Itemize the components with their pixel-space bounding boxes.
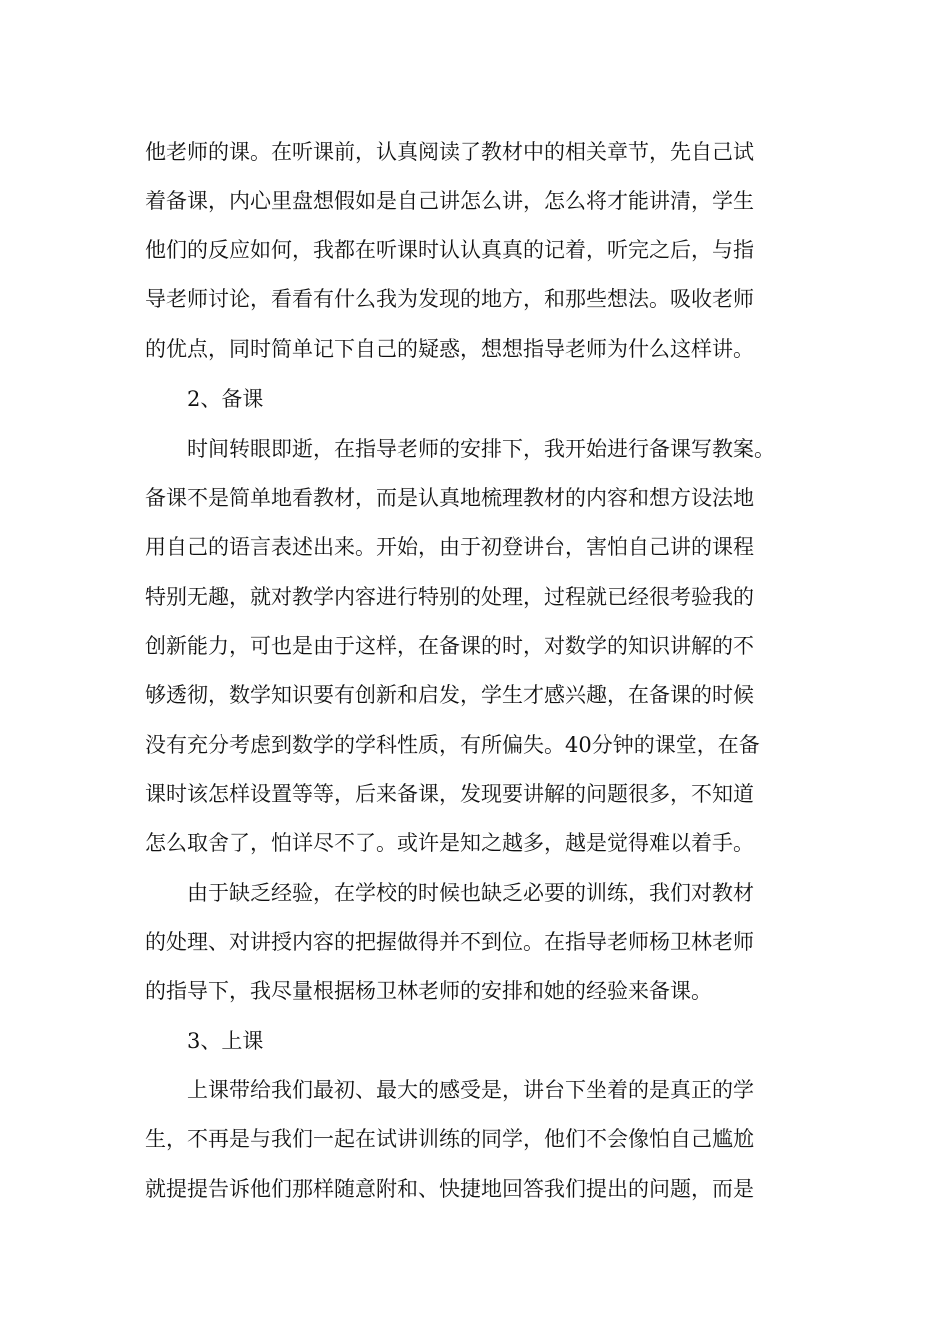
text-line: 生，不再是与我们一起在试讲训练的同学，他们不会像怕自己尴尬	[145, 1127, 754, 1151]
text-line: 他老师的课。在听课前，认真阅读了教材中的相关章节，先自己试	[145, 140, 754, 164]
text-line: 课时该怎样设置等等，后来备课，发现要讲解的问题很多，不知道	[145, 782, 754, 806]
text-line: 时间转眼即逝，在指导老师的安排下，我开始进行备课写教案。	[187, 437, 775, 461]
text-line: 的指导下，我尽量根据杨卫林老师的安排和她的经验来备课。	[145, 979, 712, 1003]
text-line: 的处理、对讲授内容的把握做得并不到位。在指导老师杨卫林老师	[145, 930, 754, 954]
text-line: 就提提告诉他们那样随意附和、快捷地回答我们提出的问题，而是	[145, 1177, 754, 1201]
text-line: 没有充分考虑到数学的学科性质，有所偏失。40分钟的课堂，在备	[145, 733, 760, 757]
section-heading: 3、上课	[187, 1029, 264, 1053]
text-line: 上课带给我们最初、最大的感受是，讲台下坐着的是真正的学	[187, 1078, 754, 1102]
text-line: 他们的反应如何，我都在听课时认认真真的记着，听完之后，与指	[145, 238, 754, 262]
text-line: 备课不是简单地看教材，而是认真地梳理教材的内容和想方设法地	[145, 486, 754, 510]
text-line: 导老师讨论，看看有什么我为发现的地方，和那些想法。吸收老师	[145, 287, 754, 311]
text-line: 特别无趣，就对教学内容进行特别的处理，过程就已经很考验我的	[145, 585, 754, 609]
text-line: 怎么取舍了，怕详尽不了。或许是知之越多，越是觉得难以着手。	[145, 831, 754, 855]
text-line: 创新能力，可也是由于这样，在备课的时，对数学的知识讲解的不	[145, 634, 754, 658]
section-heading: 2、备课	[187, 387, 264, 411]
text-line: 够透彻，数学知识要有创新和启发，学生才感兴趣，在备课的时候	[145, 683, 754, 707]
text-line: 着备课，内心里盘想假如是自己讲怎么讲，怎么将才能讲清，学生	[145, 189, 754, 213]
text-line: 由于缺乏经验，在学校的时候也缺乏必要的训练，我们对教材	[187, 881, 754, 905]
text-line: 用自己的语言表述出来。开始，由于初登讲台，害怕自己讲的课程	[145, 535, 754, 559]
text-line: 的优点，同时简单记下自己的疑惑，想想指导老师为什么这样讲。	[145, 337, 754, 361]
